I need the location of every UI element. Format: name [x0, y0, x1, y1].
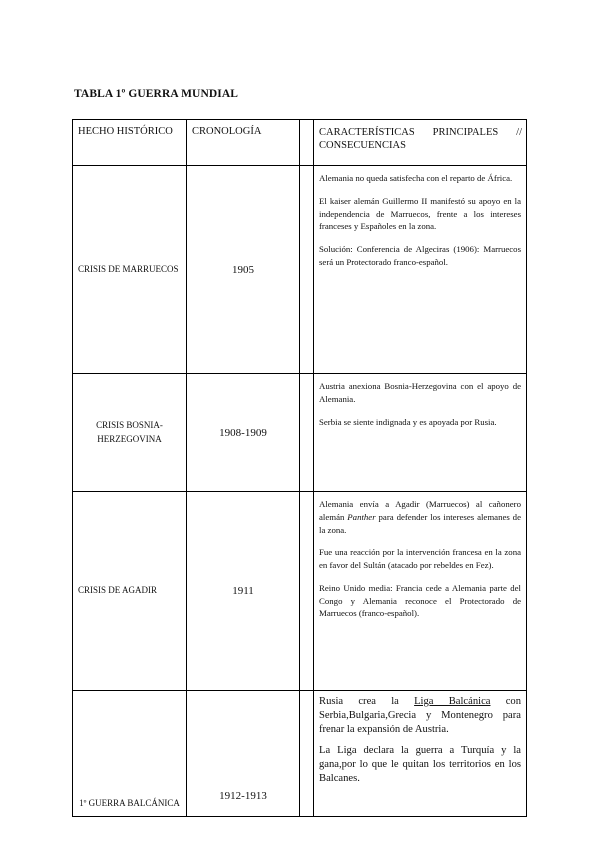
event-name: CRISIS BOSNIA-HERZEGOVINA [73, 374, 187, 492]
event-name: CRISIS DE AGADIR [73, 492, 187, 691]
text-run: para defender los intereses alemanes de la zona. [319, 511, 521, 535]
event-date: 1912-1913 [187, 691, 300, 817]
event-description [314, 492, 527, 691]
table-row [73, 691, 527, 817]
text-run: con Serbia,Bulgaria,Grecia y Montenegro para frenar la expansión de Austria. [319, 696, 522, 735]
description-paragraph: Fue una reacción por la intervención francesa en la zona en favor del Sultán (atacado por rebeldes en Fez). [319, 547, 521, 570]
description-paragraph [319, 695, 521, 736]
event-date: 1911 [187, 492, 300, 691]
page-title: TABLA 1º GUERRA MUNDIAL [74, 88, 239, 100]
description-paragraph: Alemania no queda satisfecha con el reparto de África. [319, 173, 513, 183]
description-paragraph [319, 498, 521, 536]
header-hecho: HECHO HISTÓRICO [73, 120, 187, 166]
description-paragraph: Reino Unido media: Francia cede a Alemania parte del Congo y Alemania reconoce el Protectorado de Marruecos (franco-español). [319, 582, 521, 619]
description-paragraph: Austria anexiona Bosnia-Herzegovina con el apoyo de Alemania. [319, 381, 521, 404]
description-paragraph: El kaiser alemán Guillermo II manifestó su apoyo en la independencia de Marruecos, frente a los intereses franceses y Españoles en la zona. [319, 195, 521, 232]
spacer-cell [300, 492, 314, 691]
event-date: 1908-1909 [187, 374, 300, 492]
header-caracteristicas: CARACTERÍSTICAS PRINCIPALES // CONSECUENCIAS [314, 120, 527, 166]
header-spacer [300, 120, 314, 166]
event-description [314, 166, 527, 374]
table-row [73, 374, 527, 492]
event-name: CRISIS DE MARRUECOS [73, 166, 187, 374]
table-header-row [73, 120, 527, 166]
liga-balcanica-term: Liga Balcánica [414, 696, 491, 707]
description-paragraph: Solución: Conferencia de Algeciras (1906): Marruecos será un Protectorado franco-español. [319, 244, 521, 267]
table-row [73, 166, 527, 374]
history-table [72, 119, 527, 817]
ship-name: Panther [347, 511, 376, 522]
event-description [314, 374, 527, 492]
description-paragraph: Serbia se siente indignada y es apoyada por Rusia. [319, 416, 497, 427]
event-description [314, 691, 527, 817]
description-paragraph: La Liga declara la guerra a Turquía y la gana,por lo que le quitan los territorios en los Balcanes. [319, 745, 521, 784]
spacer-cell [300, 691, 314, 817]
event-date: 1905 [187, 166, 300, 374]
text-run: Rusia crea la [319, 696, 415, 707]
event-name: 1º GUERRA BALCÁNICA [73, 691, 187, 817]
spacer-cell [300, 166, 314, 374]
header-cronologia: CRONOLOGÍA [187, 120, 300, 166]
text-run: Alemania envía a Agadir (Marruecos) al cañonero alemán [319, 499, 521, 522]
spacer-cell [300, 374, 314, 492]
table-row [73, 492, 527, 691]
